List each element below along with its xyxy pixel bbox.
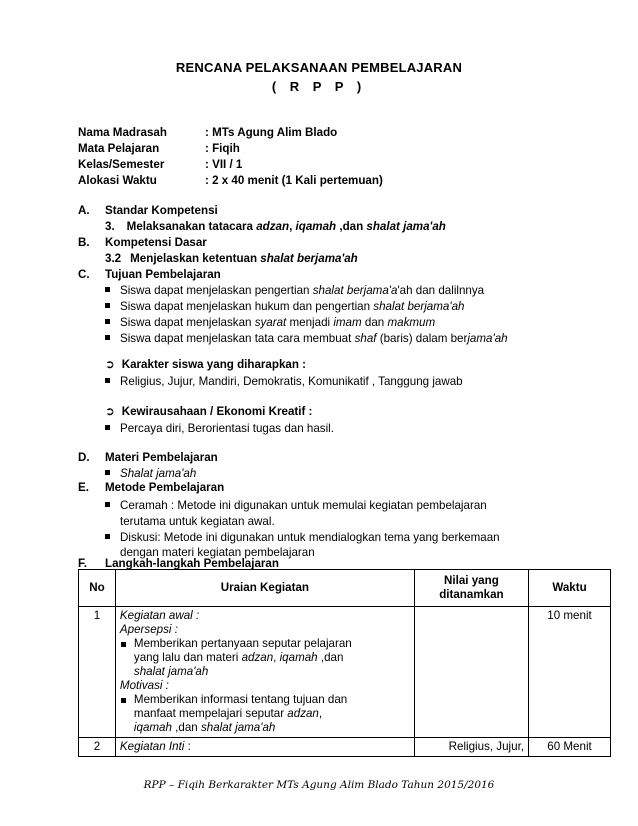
text-run: dan: [361, 316, 388, 329]
text-run: shalat jama'ah: [200, 721, 276, 734]
text-run: menjadi: [286, 316, 334, 329]
text-run: shaf: [354, 332, 377, 345]
objective-item: [105, 284, 484, 297]
list-item-continued: shalat jama'ah: [133, 665, 209, 678]
text-run: makmum: [387, 316, 436, 329]
square-bullet-icon: [105, 502, 110, 507]
text-run: Memberikan informasi tentang tujuan dan: [133, 693, 348, 706]
table-row: [79, 607, 611, 738]
section-b-heading: Kompetensi Dasar: [105, 236, 207, 249]
text-run: Melaksanakan tatacara: [126, 220, 257, 233]
square-bullet-icon: [105, 319, 110, 324]
text-run: ditanamkan: [439, 588, 504, 601]
square-bullet-icon: [105, 378, 110, 383]
text-run: ,dan: [171, 721, 201, 734]
kewirausahaan-item: [105, 422, 334, 435]
text-run: manfaat mempelajari seputar: [133, 707, 288, 720]
header-no: No: [79, 570, 116, 607]
text-run: Shalat jama'ah: [120, 467, 197, 480]
text-run: 'ah dan dalilnnya: [397, 284, 485, 297]
identity-label: Kelas/Semester: [78, 158, 165, 171]
section-e-heading: Metode Pembelajaran: [105, 481, 225, 494]
text-run: :: [184, 740, 191, 753]
text-run: Percaya diri, Berorientasi tugas dan hasil.: [120, 422, 334, 435]
objective-item: [105, 316, 435, 329]
identity-value: : Fiqih: [205, 142, 240, 155]
section-a-letter: A.: [78, 204, 90, 217]
square-bullet-icon: [105, 534, 110, 539]
square-bullet-icon: [121, 698, 126, 703]
text-run: adzan: [256, 220, 290, 233]
section-e-letter: E.: [78, 481, 89, 494]
arrow-right-icon: ➲: [105, 405, 115, 418]
karakter-item: [105, 375, 463, 388]
text-run: berjama'ah: [407, 300, 465, 313]
materi-item: [105, 467, 196, 480]
identity-label: Nama Madrasah: [78, 126, 167, 139]
list-item-continued: [120, 721, 410, 735]
section-d-letter: D.: [78, 451, 90, 464]
row-no: 1: [79, 607, 116, 738]
text-run: imam: [333, 316, 362, 329]
list-item-continued: [120, 707, 410, 721]
text-run: Siswa dapat menjelaskan tata cara membuat: [120, 332, 355, 345]
square-bullet-icon: [105, 287, 110, 292]
section-f-heading: Langkah-langkah Pembelajaran: [105, 557, 279, 570]
identity-value: : VII / 1: [205, 158, 243, 171]
page-subtitle: ( R P P ): [271, 79, 367, 94]
row-waktu: 10 menit: [529, 607, 611, 738]
section-c-heading: Tujuan Pembelajaran: [105, 268, 221, 281]
header-uraian: Uraian Kegiatan: [115, 570, 414, 607]
text-run: adzan: [287, 707, 319, 720]
text-run: shalat: [312, 284, 344, 297]
text-run: iqamah: [295, 220, 337, 233]
objective-item: [105, 332, 508, 345]
row-uraian: [115, 738, 414, 757]
page-footer: RPP – Fiqih Berkarakter MTs Agung Alim Blado Tahun 2015/2016: [143, 779, 495, 791]
square-bullet-icon: [121, 642, 126, 647]
text-run: ,: [273, 651, 280, 664]
metode-item-continued: terutama untuk kegiatan awal.: [120, 515, 275, 528]
row-uraian: [115, 607, 414, 738]
header-nilai: [414, 570, 528, 607]
list-item-continued: [120, 651, 410, 665]
text-run: Diskusi: Metode ini digunakan untuk mendialogkan tema yang berkemaan: [120, 531, 500, 544]
text-run: (baris) dalam ber: [376, 332, 468, 345]
text-run: Motivasi :: [119, 679, 169, 692]
kewirausahaan-heading: [105, 404, 312, 418]
steps-table: [78, 569, 611, 757]
section-a-number: 3.: [105, 220, 115, 233]
row-nilai: Religius, Jujur,: [414, 738, 528, 757]
text-run: iqamah: [133, 721, 172, 734]
text-run: syarat: [254, 316, 287, 329]
text-run: Kegiatan Inti: [119, 740, 185, 753]
text-run: Menjelaskan ketentuan: [130, 252, 261, 265]
text-run: Ceramah : Metode ini digunakan untuk memulai kegiatan pembelajaran: [120, 499, 487, 512]
list-item: [120, 693, 410, 707]
page-title: RENCANA PELAKSANAAN PEMBELAJARAN: [175, 60, 463, 75]
identity-label: Alokasi Waktu: [78, 174, 157, 187]
identity-label: Mata Pelajaran: [78, 142, 160, 155]
square-bullet-icon: [105, 335, 110, 340]
section-b-letter: B.: [78, 236, 90, 249]
row-no: 2: [79, 738, 116, 757]
metode-item: [105, 499, 487, 512]
section-a-item: [105, 220, 446, 233]
text-run: Siswa dapat menjelaskan: [120, 316, 255, 329]
square-bullet-icon: [105, 470, 110, 475]
text-run: Siswa dapat menjelaskan hukum dan pengertian: [120, 300, 374, 313]
text-run: ,dan: [336, 220, 367, 233]
section-b-item: [105, 252, 358, 265]
text-run: shalat jama'ah: [366, 220, 446, 233]
text-run: Apersepsi :: [119, 623, 178, 636]
table-header-row: [79, 570, 611, 607]
text-run: shalat: [373, 300, 405, 313]
identity-value: : 2 x 40 menit (1 Kali pertemuan): [205, 174, 383, 187]
text-run: ,: [318, 707, 323, 720]
section-c-letter: C.: [78, 268, 90, 281]
list-item: [120, 637, 410, 651]
text-run: Memberikan pertanyaan seputar pelajaran: [133, 637, 352, 650]
row-waktu: 60 Menit: [529, 738, 611, 757]
metode-item: [105, 531, 500, 544]
text-run: Nilai yang: [444, 574, 499, 587]
square-bullet-icon: [105, 303, 110, 308]
text-run: Kegiatan awal :: [119, 609, 200, 622]
header-waktu: Waktu: [529, 570, 611, 607]
section-b-number: 3.2: [105, 252, 122, 265]
text-run: Religius, Jujur, Mandiri, Demokratis, Komunikatif , Tanggung jawab: [120, 375, 463, 388]
section-d-heading: Materi Pembelajaran: [105, 451, 218, 464]
karakter-heading: [105, 357, 306, 371]
text-run: Kewirausahaan / Ekonomi Kreatif :: [121, 405, 313, 418]
text-run: ,: [289, 220, 296, 233]
text-run: adzan: [241, 651, 274, 664]
arrow-right-icon: ➲: [105, 358, 115, 371]
metode-item-continued: dengan materi kegiatan pembelajaran: [120, 546, 315, 559]
row-nilai: [414, 607, 528, 738]
text-run: Siswa dapat menjelaskan pengertian: [120, 284, 313, 297]
text-run: ,dan: [317, 651, 344, 664]
text-run: yang lalu dan materi: [133, 651, 242, 664]
text-run: jama'ah: [467, 332, 508, 345]
objective-item: [105, 300, 464, 313]
table-row: [79, 738, 611, 757]
section-a-heading: Standar Kompetensi: [105, 204, 218, 217]
section-f-letter: F.: [78, 557, 88, 570]
text-run: Karakter siswa yang diharapkan :: [121, 358, 307, 371]
square-bullet-icon: [105, 425, 110, 430]
identity-value: : MTs Agung Alim Blado: [205, 126, 338, 139]
text-run: berjama'a: [346, 284, 398, 297]
text-run: iqamah: [279, 651, 318, 664]
text-run: shalat berjama'ah: [260, 252, 358, 265]
